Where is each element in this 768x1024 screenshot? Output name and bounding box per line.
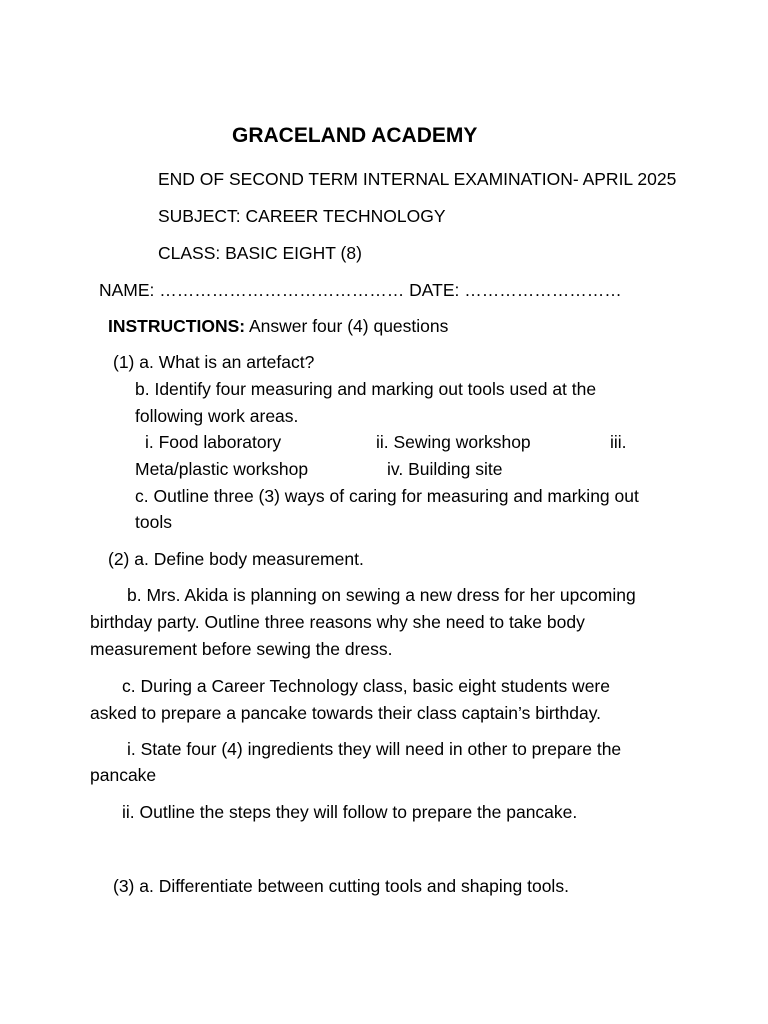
- q1-a: (1) a. What is an artefact?: [113, 352, 315, 372]
- q1-c-line1: c. Outline three (3) ways of caring for measuring and marking out: [135, 486, 639, 506]
- q1-b-iv: iv. Building site: [387, 459, 503, 479]
- q2-c-i-line1: i. State four (4) ingredients they will need in other to prepare the: [127, 739, 622, 759]
- q1-b-line2: following work areas.: [135, 406, 299, 426]
- exam-title: END OF SECOND TERM INTERNAL EXAMINATION- APRIL 2025: [158, 169, 677, 189]
- q2-b-line3: measurement before sewing the dress.: [90, 639, 393, 659]
- q1-b-line1: b. Identify four measuring and marking out tools used at the: [135, 379, 597, 399]
- instructions: [108, 313, 448, 339]
- q1-b-iii: iii.: [610, 432, 627, 452]
- q2-b-line1: b. Mrs. Akida is planning on sewing a new dress for her upcoming: [127, 585, 636, 605]
- q3-a: (3) a. Differentiate between cutting tools and shaping tools.: [113, 876, 569, 896]
- q1-b-iii-cont: Meta/plastic workshop: [135, 459, 309, 479]
- subject-line: SUBJECT: CAREER TECHNOLOGY: [158, 206, 446, 226]
- q2-b-line2: birthday party. Outline three reasons why she need to take body: [90, 612, 585, 632]
- q1-b-i: i. Food laboratory: [145, 432, 282, 452]
- class-line: CLASS: BASIC EIGHT (8): [158, 243, 362, 263]
- q2-c-line2: asked to prepare a pancake towards their class captain’s birthday.: [90, 703, 602, 723]
- instructions-text: Answer four (4) questions: [245, 316, 449, 336]
- q2-c-line1: c. During a Career Technology class, basic eight students were: [122, 676, 610, 696]
- q1-b-ii: ii. Sewing workshop: [376, 432, 531, 452]
- instructions-label: INSTRUCTIONS:: [108, 316, 246, 336]
- q2-c-ii: ii. Outline the steps they will follow to prepare the pancake.: [122, 802, 578, 822]
- school-title: GRACELAND ACADEMY: [232, 124, 478, 147]
- q2-c-i-line2: pancake: [90, 765, 157, 785]
- q2-a: (2) a. Define body measurement.: [108, 549, 364, 569]
- q1-c-line2: tools: [135, 512, 172, 532]
- name-date-line: NAME: …………………………………… DATE: ………………………: [99, 280, 622, 300]
